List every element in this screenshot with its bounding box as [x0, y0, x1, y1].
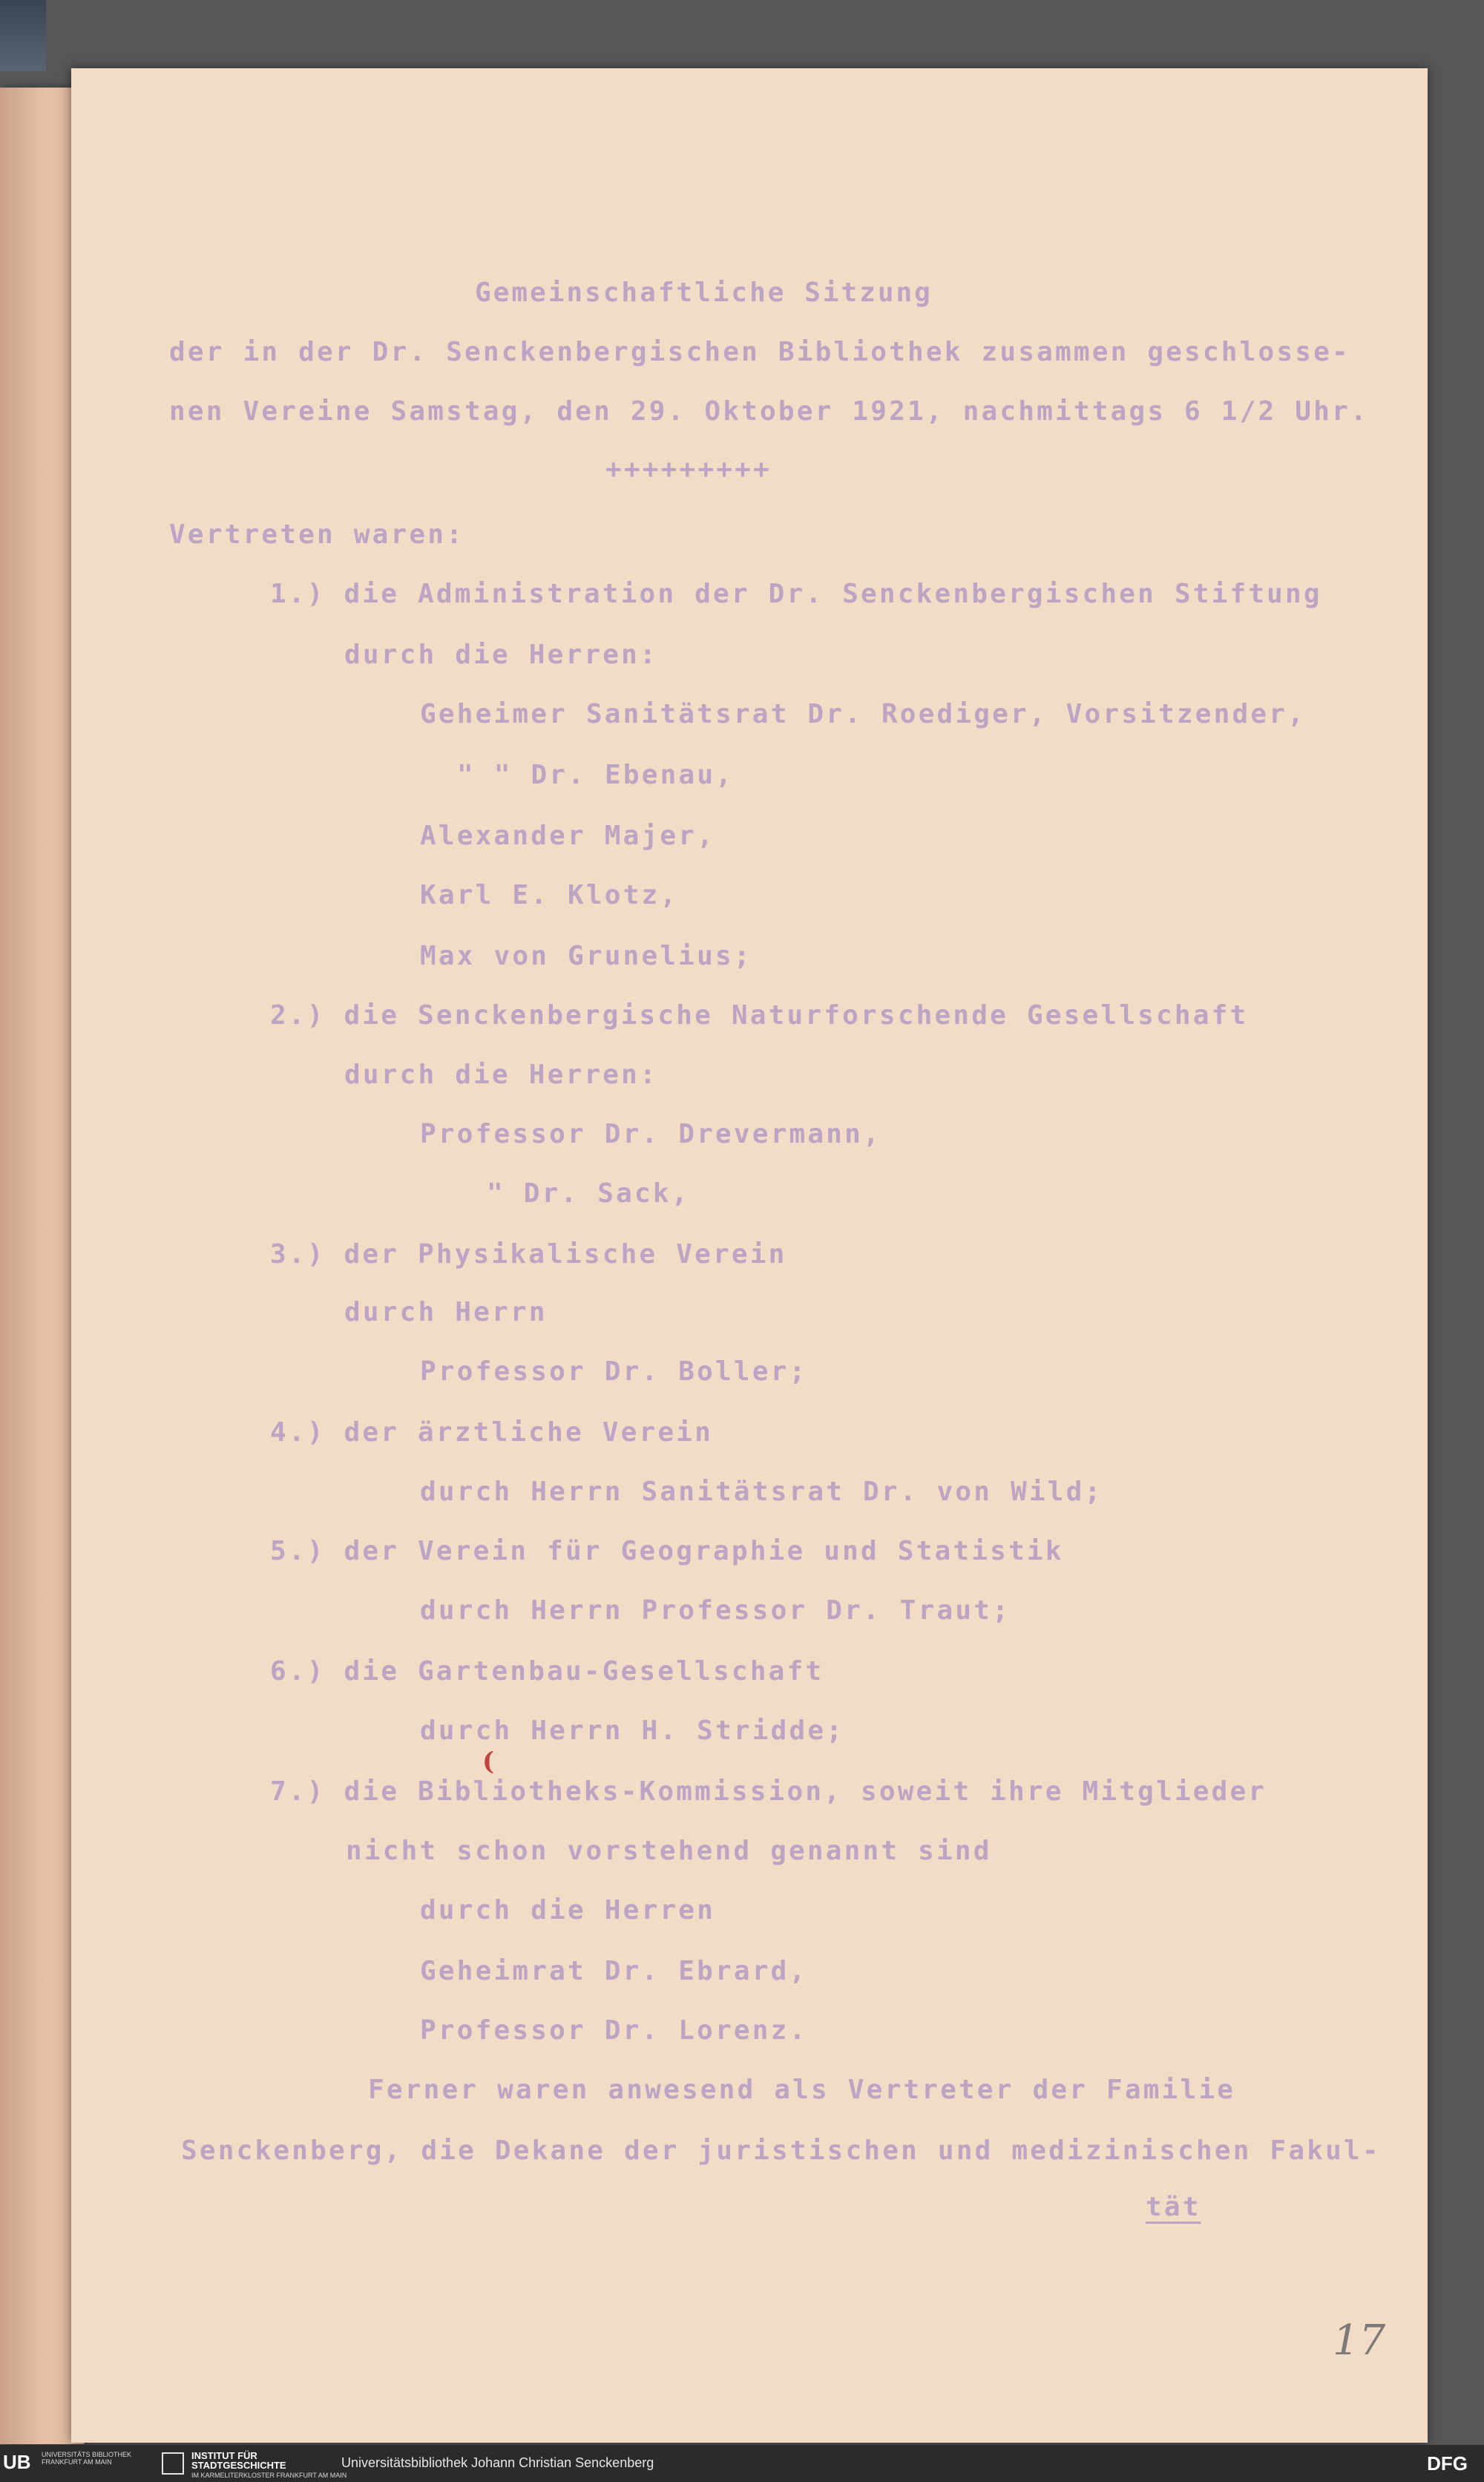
closing-line-1: Ferner waren anwesend als Vertreter der Familie [368, 2075, 1236, 2105]
item-1-person: Max von Grunelius; [420, 941, 752, 971]
item-2-heading: 2.) die Senckenbergische Naturforschende Gesellschaft [270, 1000, 1249, 1031]
item-3-by: durch Herrn [344, 1297, 548, 1327]
dfg-logo: DFG [1427, 2452, 1468, 2475]
item-1-by: durch die Herren: [344, 640, 658, 670]
library-name: Universitätsbibliothek Johann Christian Senckenberg [341, 2455, 654, 2470]
item-2-person: Professor Dr. Drevermann, [420, 1119, 881, 1149]
item-6-heading: 6.) die Gartenbau-Gesellschaft [270, 1656, 824, 1687]
institute-subtitle: IM KARMELITERKLOSTER FRANKFURT AM MAIN [191, 2472, 347, 2479]
binding-strip [0, 0, 46, 71]
item-2-person: " Dr. Sack, [487, 1178, 690, 1209]
page-number: 17 [1333, 2317, 1386, 2365]
item-5-person: durch Herrn Professor Dr. Traut; [420, 1595, 1011, 1626]
item-4-person: durch Herrn Sanitätsrat Dr. von Wild; [420, 1477, 1103, 1507]
item-3-heading: 3.) der Physikalische Verein [270, 1239, 787, 1270]
item-4-heading: 4.) der ärztliche Verein [270, 1417, 713, 1448]
item-7-condition: nicht schon vorstehend genannt sind [346, 1836, 992, 1866]
item-7-person: Professor Dr. Lorenz. [420, 2015, 808, 2046]
item-7-heading: 7.) die Bibliotheks-Kommission, soweit ihre Mitglieder [270, 1776, 1267, 1807]
title-line-1: Gemeinschaftliche Sitzung [475, 278, 933, 308]
closing-line-2: Senckenberg, die Dekane der juristischen und medizinischen Fakul- [181, 2135, 1381, 2166]
item-6-person: durch Herrn H. Stridde; [420, 1716, 845, 1746]
intro: Vertreten waren: [169, 519, 464, 550]
item-1-person: Karl E. Klotz, [420, 880, 679, 910]
item-7-person: Geheimrat Dr. Ebrard, [420, 1956, 808, 1986]
separator: +++++++++ [605, 454, 772, 485]
footer-bar [0, 2445, 1484, 2482]
item-1-person: Alexander Majer, [420, 821, 715, 851]
institute-name: INSTITUT FÜR STADTGESCHICHTE [191, 2450, 286, 2471]
item-3-person: Professor Dr. Boller; [420, 1356, 808, 1387]
item-1-person: " " Dr. Ebenau, [457, 760, 735, 790]
ub-logo-subtitle: UNIVERSITÄTS BIBLIOTHEK FRANKFURT AM MAIN [42, 2451, 132, 2466]
item-5-heading: 5.) der Verein für Geographie und Statistik [270, 1536, 1064, 1566]
document-page [71, 68, 1428, 2443]
red-correction-mark: ( [482, 1747, 495, 1776]
item-1-person: Geheimer Sanitätsrat Dr. Roediger, Vorsitzender, [420, 699, 1306, 729]
ub-logo: UB [3, 2451, 31, 2473]
item-2-by: durch die Herren: [344, 1060, 658, 1090]
closing-line-3: tät [1146, 2192, 1201, 2222]
institute-logo-icon [162, 2452, 184, 2475]
title-line-2: der in der Dr. Senckenbergischen Bibliothek zusammen geschlosse- [169, 337, 1350, 367]
item-7-by: durch die Herren [420, 1895, 715, 1925]
item-1-heading: 1.) die Administration der Dr. Senckenbergischen Stiftung [270, 579, 1322, 609]
title-line-3: nen Vereine Samstag, den 29. Oktober 1921, nachmittags 6 1/2 Uhr. [169, 396, 1369, 427]
